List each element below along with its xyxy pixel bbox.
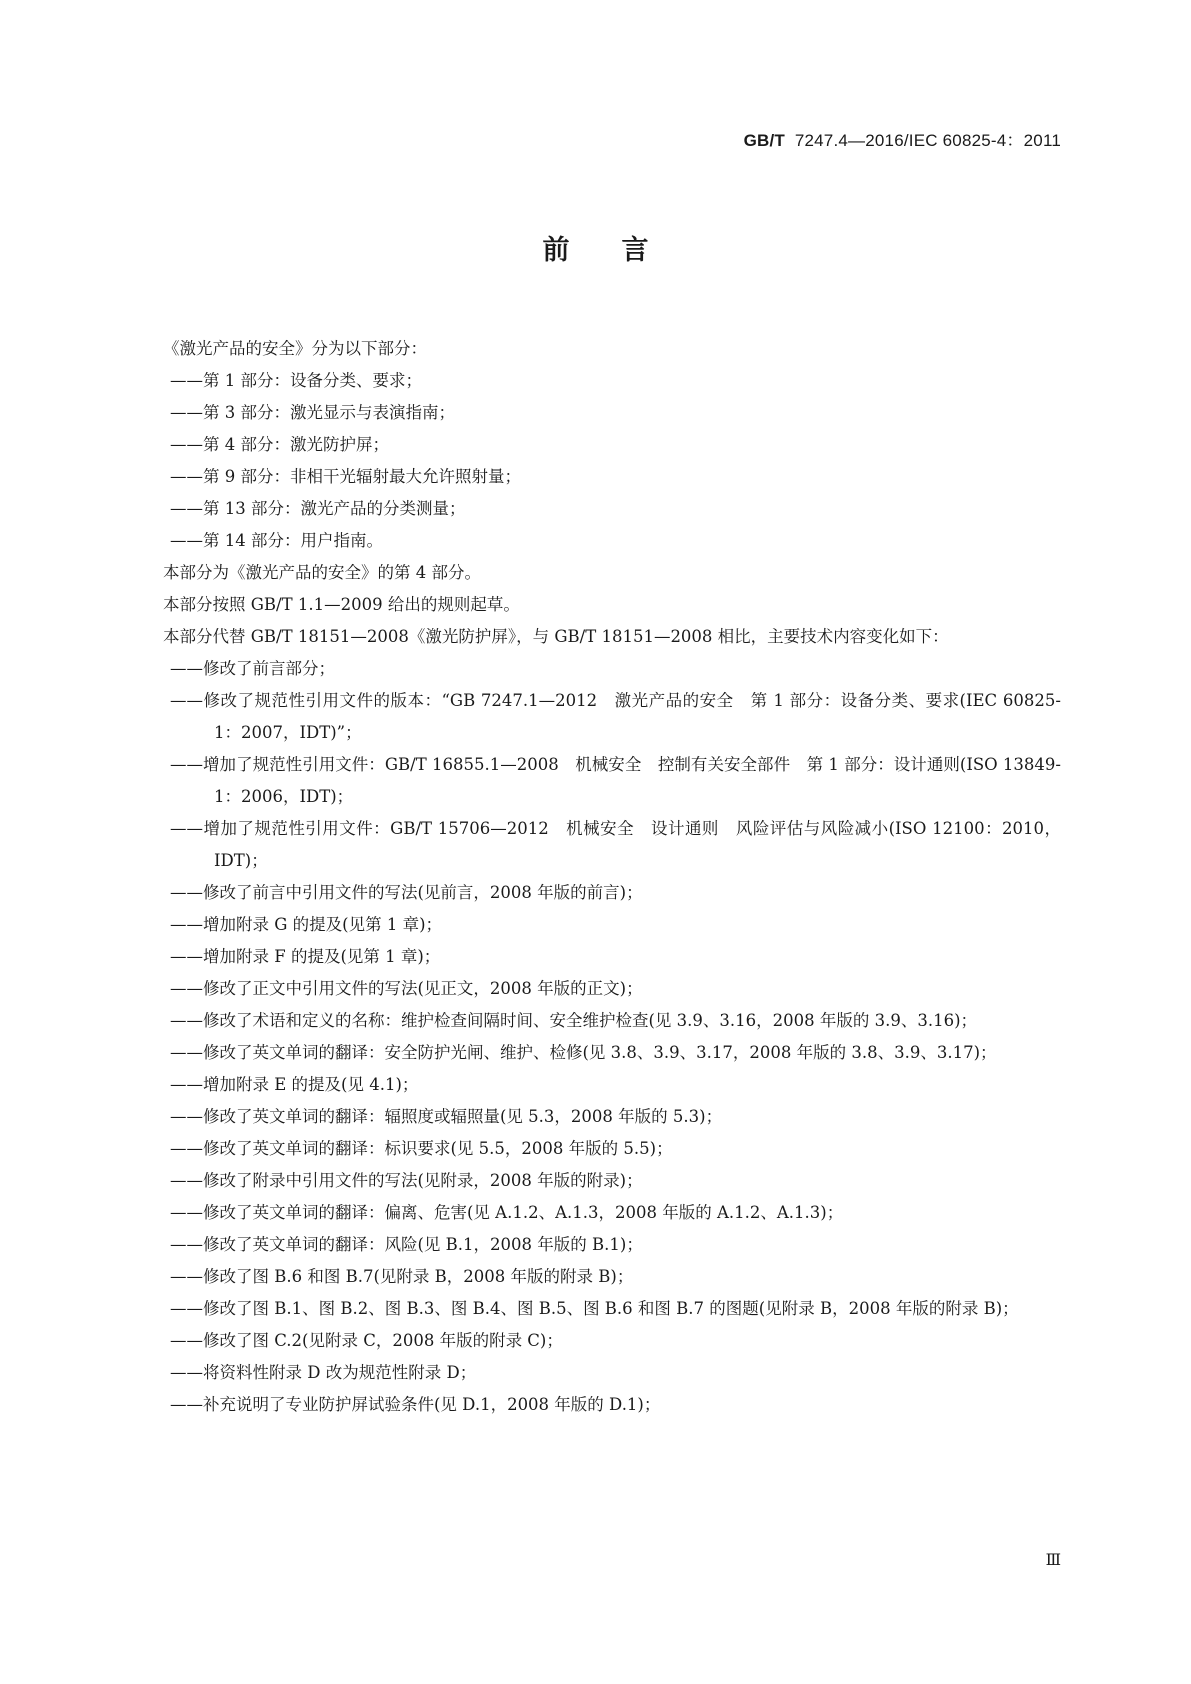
rules-paragraph: 本部分按照 GB/T 1.1—2009 给出的规则起草。 xyxy=(163,595,520,614)
list-item: ——第 14 部分：用户指南。 xyxy=(170,531,383,550)
list-item: ——修改了术语和定义的名称：维护检查间隔时间、安全维护检查(见 3.9、3.16，2008 年版的 3.9、3.16)； xyxy=(170,1011,978,1030)
list-item: ——修改了前言部分； xyxy=(170,659,335,678)
list-item: ——补充说明了专业防护屏试验条件(见 D.1，2008 年版的 D.1)； xyxy=(170,1395,661,1414)
list-item: ——第 4 部分：激光防护屏； xyxy=(170,435,389,454)
part-paragraph: 本部分为《激光产品的安全》的第 4 部分。 xyxy=(163,563,481,582)
list-item: ——将资料性附录 D 改为规范性附录 D； xyxy=(170,1363,477,1382)
list-item: ——修改了规范性引用文件的版本：“GB 7247.1—2012 激光产品的安全 第 1 部分：设备分类、要求(IEC 60825-1：2007，IDT)”； xyxy=(170,691,1061,742)
document-header xyxy=(744,126,1061,151)
parts-list xyxy=(130,365,1061,557)
document-body xyxy=(130,333,1061,1421)
list-item: ——第 13 部分：激光产品的分类测量； xyxy=(170,499,466,518)
list-item: ——修改了英文单词的翻译：偏离、危害(见 A.1.2、A.1.3，2008 年版的 A.1.2、A.1.3)； xyxy=(170,1203,844,1222)
list-item: ——修改了英文单词的翻译：风险(见 B.1，2008 年版的 B.1)； xyxy=(170,1235,643,1254)
list-item: ——增加附录 G 的提及(见第 1 章)； xyxy=(170,915,443,934)
list-item: ——增加了规范性引用文件：GB/T 16855.1—2008 机械安全 控制有关安全部件 第 1 部分：设计通则(ISO 13849-1：2006，IDT)； xyxy=(170,755,1061,806)
list-item: ——修改了图 C.2(见附录 C，2008 年版的附录 C)； xyxy=(170,1331,563,1350)
list-item: ——第 9 部分：非相干光辐射最大允许照射量； xyxy=(170,467,521,486)
replace-paragraph: 本部分代替 GB/T 18151—2008《激光防护屏》，与 GB/T 18151—2008 相比，主要技术内容变化如下： xyxy=(163,627,949,646)
standard-number: 7247.4—2016/IEC 60825-4：2011 xyxy=(794,131,1061,150)
list-item: ——修改了图 B.1、图 B.2、图 B.3、图 B.4、图 B.5、图 B.6 和图 B.7 的图题(见附录 B，2008 年版的附录 B)； xyxy=(170,1299,1019,1318)
page-number: Ⅲ xyxy=(1045,1552,1061,1569)
list-item: ——修改了英文单词的翻译：辐照度或辐照量(见 5.3，2008 年版的 5.3)； xyxy=(170,1107,723,1126)
standard-id: GB/T xyxy=(743,131,785,150)
list-item: ——修改了英文单词的翻译：标识要求(见 5.5，2008 年版的 5.5)； xyxy=(170,1139,673,1158)
page-title: 前言 xyxy=(542,235,701,266)
list-item: ——修改了附录中引用文件的写法(见附录，2008 年版的附录)； xyxy=(170,1171,643,1190)
list-item: ——第 3 部分：激光显示与表演指南； xyxy=(170,403,455,422)
list-item: ——修改了正文中引用文件的写法(见正文，2008 年版的正文)； xyxy=(170,979,643,998)
list-item: ——第 1 部分：设备分类、要求； xyxy=(170,371,422,390)
list-item: ——修改了前言中引用文件的写法(见前言，2008 年版的前言)； xyxy=(170,883,643,902)
list-item: ——修改了英文单词的翻译：安全防护光闸、维护、检修(见 3.8、3.9、3.17，2008 年版的 3.8、3.9、3.17)； xyxy=(170,1043,997,1062)
intro-paragraph: 《激光产品的安全》分为以下部分： xyxy=(163,339,427,358)
changes-list xyxy=(130,653,1061,1421)
list-item: ——增加附录 E 的提及(见 4.1)； xyxy=(170,1075,419,1094)
list-item: ——修改了图 B.6 和图 B.7(见附录 B，2008 年版的附录 B)； xyxy=(170,1267,634,1286)
list-item: ——增加了规范性引用文件：GB/T 15706—2012 机械安全 设计通则 风险评估与风险减小(ISO 12100：2010，IDT)； xyxy=(170,819,1061,870)
list-item: ——增加附录 F 的提及(见第 1 章)； xyxy=(170,947,441,966)
